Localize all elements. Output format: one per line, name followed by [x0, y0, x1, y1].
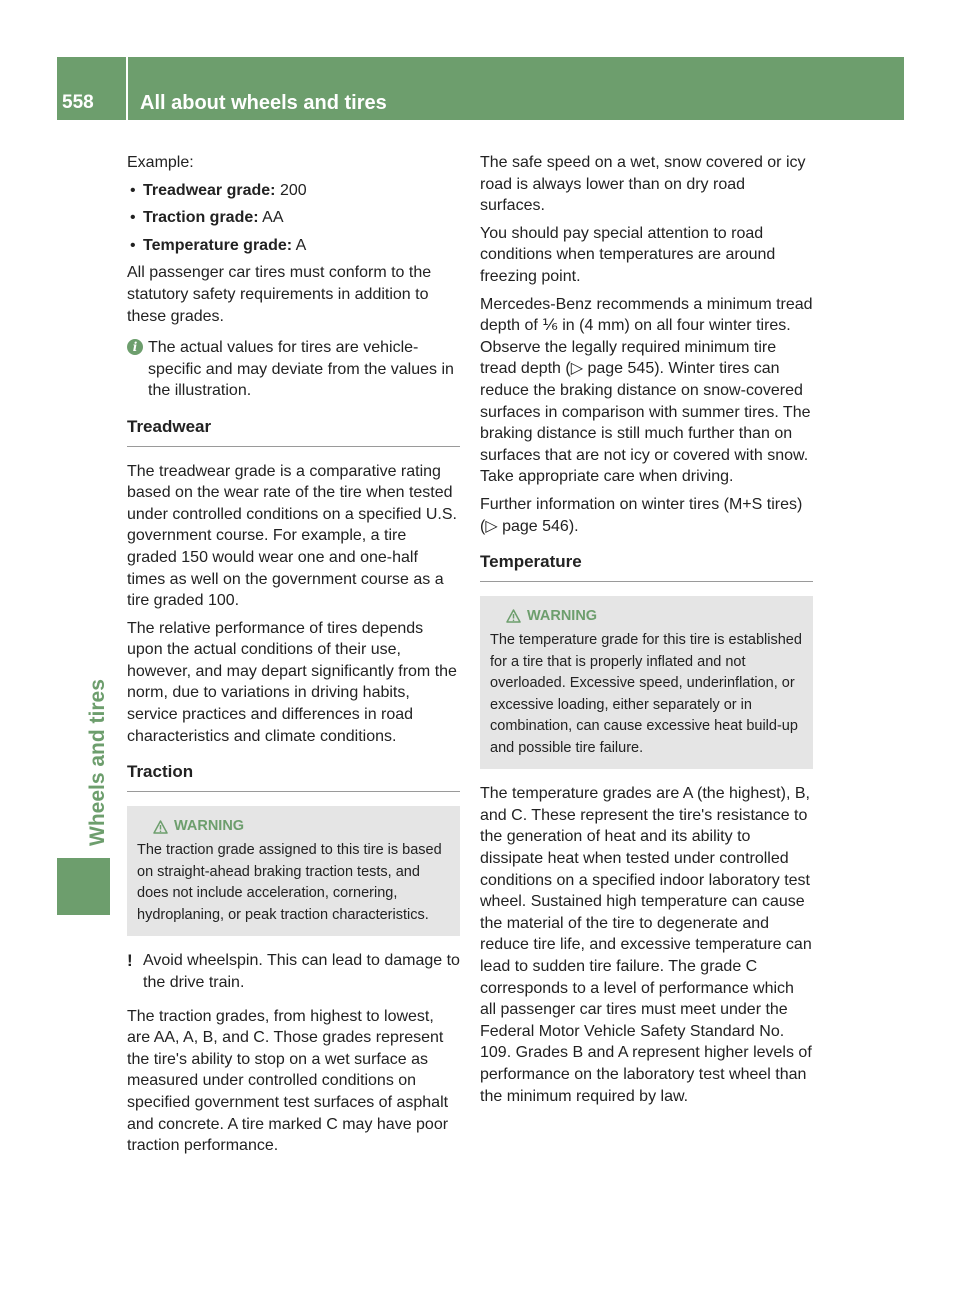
warning-label: WARNING: [174, 817, 245, 834]
paragraph-safe-speed: The safe speed on a wet, snow covered or icy road is always lower than on dry road surfaces.: [480, 154, 806, 215]
paragraph-traction-grades: The traction grades, from highest to lowest, are AA, A, B, and C. Those grades represent the tire's ability to stop on a wet surface as measured under controlled conditions on specified government test surfaces of asphalt and concrete. A tire marked C may have poor traction performance.: [127, 1007, 449, 1155]
heading-treadwear: Treadwear: [127, 416, 460, 447]
bullet-icon: •: [130, 209, 136, 227]
warning-box-traction: [127, 806, 460, 937]
warning-text: The temperature grade for this tire is established for a tire that is properly inflated and not overloaded. Excessive speed, underinflation, or excessive loading, either separately or in combination, can cause excessive heat build-up and possible tire failure.: [490, 632, 802, 756]
side-tab-label: Wheels and tires: [86, 679, 109, 846]
left-column: [127, 152, 460, 1163]
info-icon: i: [127, 339, 143, 355]
warning-text: The traction grade assigned to this tire is based on straight-ahead braking traction tests, and does not include acceleration, cornering, hydroplaning, or peak traction characteristics.: [137, 842, 442, 923]
side-tab-block: [57, 858, 110, 915]
paragraph-treadwear-1: The treadwear grade is a comparative rating based on the wear rate of the tire when tested under controlled conditions on a specified U.S. government course. For example, a tire graded 150 would wear one and one-half times as well on the government course as a tire graded 100.: [127, 462, 457, 610]
page-number: 558: [62, 92, 94, 113]
paragraph-attention: You should pay special attention to road conditions when temperatures are around freezing point.: [480, 224, 776, 285]
paragraph-conform: All passenger car tires must conform to the statutory safety requirements in addition to these grades.: [127, 264, 432, 325]
info-note: i The actual values for tires are vehicle-specific and may deviate from the values in the illustration.: [127, 337, 460, 402]
paragraph-treadwear-2: The relative performance of tires depends upon the actual conditions of their use, however, and may depart significantly from the norm, due to variations in driving habits, service practices and differences in road characteristics and climate conditions.: [127, 619, 457, 745]
paragraph-further: Further information on winter tires (M+S tires) (▷ page 546).: [480, 495, 803, 535]
heading-traction: Traction: [127, 761, 460, 792]
bullet-icon: •: [130, 236, 136, 254]
right-column: [480, 152, 813, 1113]
page-title: All about wheels and tires: [140, 92, 387, 114]
warning-box-temperature: [480, 596, 813, 770]
warning-triangle-icon: [153, 820, 168, 834]
example-label: Example:: [127, 154, 194, 171]
warning-label: WARNING: [527, 607, 598, 624]
warning-triangle-icon: [506, 609, 521, 623]
list-item: • Temperature grade: A: [127, 235, 460, 257]
caution-note: ! Avoid wheelspin. This can lead to damage to the drive train.: [127, 950, 460, 993]
paragraph-temperature-grades: The temperature grades are A (the highest), B, and C. These represent the tire's resistance to the generation of heat and its ability to dissipate heat when tested under controlled conditions on a specified indoor laboratory test wheel. Sustained high temperature can cause the material of the tire to degenerate and reduce tire life, and excessive temperature can lead to sudden tire failure. The grade C corresponds to a level of performance which all passenger car tires must meet under the Federal Motor Vehicle Safety Standard No. 109. Grades B and A represent higher levels of performance on the laboratory test wheel than the minimum required by law.: [480, 785, 812, 1105]
paragraph-recommend: Mercedes-Benz recommends a minimum tread depth of ⅙ in (4 mm) on all four winter tires. Observe the legally required minimum tire tread depth (▷ page 545). Winter tires can reduce the braking distance on snow-covered surfaces in comparison with summer tires. The braking distance is still much further than on surfaces that are not icy or covered with snow. Take appropriate care when driving.: [480, 295, 813, 486]
exclamation-icon: !: [127, 951, 133, 971]
list-item: • Traction grade: AA: [127, 207, 460, 229]
bullet-icon: •: [130, 181, 136, 199]
heading-temperature: Temperature: [480, 551, 813, 582]
header-divider: [126, 57, 128, 120]
list-item: • Treadwear grade: 200: [127, 180, 460, 202]
